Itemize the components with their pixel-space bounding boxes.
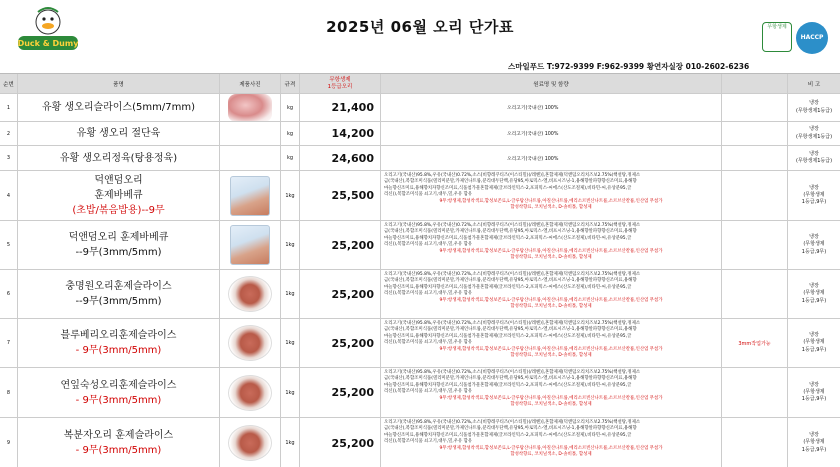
price: 25,200: [299, 270, 380, 318]
row-number: 6: [6, 291, 11, 297]
col-header-name: 품명: [17, 74, 219, 93]
unit: kg: [280, 94, 299, 121]
col-header-price: 무항생제 1등급오리: [299, 74, 380, 93]
ingredients: 오리고기(국내산)95.8%,우유(국내산)0.72%,소스[비향레쿠티즈(이스티밀)(/레쎈)],혼합제제(덕앤덤오리치즈보2.75%(핵설탕,정제소 금(국내산),복합조미식품(델리미분말,카제인나트륨,분리대두단백,유당95,아로믹스-엘,비프시즈닝-1,용해향알파향향신조미료,용해향 마늘향신조미료,용해향치자향신조미료,식품첨가물혼합제제(글브라인믹스-2,포피믹스-씨에스(산도조절제),비타민-씨,유상분95,글 리신)),복합조미식품 쇠고기,대두,밀,우유 함유 9무:항생제,합성착색료,합성보존료,L-글루탐산나트륨,아질산나트륨,에리소르빈산나트륨,소르브산칼륨,인산염 무첨가 합성착향료, 코치닐색소, D-솔비톨, 합성제: [380, 368, 721, 417]
extra-note: [721, 122, 787, 145]
unit: 1kg: [280, 171, 299, 220]
product-image: [219, 221, 280, 269]
ingredients: 오리고기(국내산)95.8%,우유(국내산)0.72%,소스[비향레쿠티즈(이스티밀)(/레쎈)],혼합제제(덕앤덤오리치즈보2.75%(핵설탕,정제소 금(국내산),복합조미식품(델리미분말,카제인나트륨,분리대두단백,유당95,아로믹스-엘,비프시즈닝-1,용해향알파향향신조미료,용해향 마늘향신조미료,용해향치자향신조미료,식품첨가물혼합제제(글브라인믹스-2,포피믹스-씨에스(산도조절제),비타민-씨,유상분95,글 리신)),복합조미식품 쇠고기,대두,밀,우유 함유 9무:항생제,합성착색료,합성보존료,L-글루탐산나트륨,아질산나트륨,에리소르빈산나트륨,소르브산칼륨,인산염 무첨가 합성착향료, 코치닐색소, D-솔비톨, 합성제: [380, 319, 721, 367]
table-row: [0, 270, 840, 319]
unit: 1kg: [280, 418, 299, 467]
contact-info: 스마일푸드 T:972-9399 F:962-9399 황연자실장 010-2602-6236: [508, 62, 750, 71]
plated-duck-photo: [228, 375, 272, 411]
page-title: 2025년 06월 오리 단가표: [326, 18, 514, 36]
table-row: [0, 94, 840, 122]
row-number: 4: [6, 192, 11, 199]
plated-duck-photo: [228, 276, 272, 312]
product-image: [219, 122, 280, 145]
table-row: [0, 319, 840, 368]
ingredients: 오리고기(국내산) 100%: [380, 94, 721, 121]
price: 14,200: [299, 122, 380, 145]
ingredients: 오리고기(국내산) 100%: [380, 146, 721, 170]
price: 25,200: [299, 319, 380, 367]
table-row: [0, 122, 840, 146]
storage-note: 냉장 (무항생제1등급): [787, 94, 840, 121]
col-header-image: 제품사진: [219, 74, 280, 93]
row-number: 9: [6, 440, 11, 446]
extra-note: 3mm작업가능: [721, 319, 787, 367]
storage-note: 냉장 (무항생제 1등급,9무): [787, 171, 840, 220]
product-image: [219, 94, 280, 121]
extra-note: [721, 94, 787, 121]
col-header-unit: 규격: [280, 74, 299, 93]
product-name: 복분자오리 훈제슬라이스 - 9무(3mm/5mm): [17, 418, 219, 467]
extra-note: [721, 368, 787, 417]
product-name: 유황 생오리정육(탕용정육): [17, 146, 219, 170]
plated-duck-photo: [228, 425, 272, 461]
unit: 1kg: [280, 221, 299, 269]
ingredients: 오리고기(국내산)95.8%,우유(국내산)0.72%,소스[비향레쿠티즈(이스티밀)(/레쎈)],혼합제제(덕앤덤오리치즈보2.75%(핵설탕,정제소 금(국내산),복합조미식품(델리미분말,카제인나트륨,분리대두단백,유당95,아로믹스-엘,비프시즈닝-1,용해향알파향향신조미료,용해향 마늘향신조미료,용해향치자향신조미료,식품첨가물혼합제제(글브라인믹스-2,포피믹스-씨에스(산도조절제),비타민-씨,유상분95,글 리신)),복합조미식품 쇠고기,대두,밀,우유 함유 9무:항생제,합성착색료,합성보존료,L-글루탐산나트륨,아질산나트륨,에리소르빈산나트륨,소르브산칼륨,인산염 무첨가 합성착향료, 코치닐색소, D-솔비톨, 합성제: [380, 221, 721, 269]
product-name: 유황 생오리 절단육: [17, 122, 219, 145]
product-name: 유황 생오리슬라이스(5mm/7mm): [17, 94, 219, 121]
sliced-duck-photo: [228, 94, 272, 121]
storage-note: 냉장 (무항생제 1등급,9무): [787, 221, 840, 269]
price-table: [0, 73, 840, 467]
product-image: [219, 319, 280, 367]
product-name: 블루베리오리훈제슬라이스 - 9무(3mm/5mm): [17, 319, 219, 367]
unit: 1kg: [280, 319, 299, 367]
storage-note: 냉장 (무항생제 1등급,9무): [787, 270, 840, 318]
price: 24,600: [299, 146, 380, 170]
row-number: 8: [6, 389, 11, 396]
price: 21,400: [299, 94, 380, 121]
table-row: [0, 146, 840, 171]
table-row: [0, 368, 840, 418]
row-number: 1: [6, 104, 11, 111]
extra-note: [721, 270, 787, 318]
product-name: 덕앤덤오리 훈제바베큐 (초밥/볶음밥용)--9무: [17, 171, 219, 220]
unit: kg: [280, 146, 299, 170]
col-header-no: 순번: [0, 74, 17, 93]
price: 25,200: [299, 418, 380, 467]
table-row: [0, 171, 840, 221]
price: 25,200: [299, 221, 380, 269]
product-name: 덕앤덤오리 훈제바베큐 --9무(3mm/5mm): [17, 221, 219, 269]
product-image: [219, 368, 280, 417]
unit: 1kg: [280, 368, 299, 417]
page-header: [0, 0, 840, 71]
row-number: 3: [6, 155, 11, 161]
ingredients: 오리고기(국내산)95.8%,우유(국내산)0.72%,소스[비향레쿠티즈(이스티밀)(/레쎈)],혼합제제(덕앤덤오리치즈보2.75%(핵설탕,정제소 금(국내산),복합조미식품(델리미분말,카제인나트륨,분리대두단백,유당95,아로믹스-엘,비프시즈닝-1,용해향알파향향신조미료,용해향 마늘향신조미료,용해향치자향신조미료,식품첨가물혼합제제(글브라인믹스-2,포피믹스-씨에스(산도조절제),비타민-씨,유상분95,글 리신)),복합조미식품 쇠고기,대두,밀,우유 함유 9무:항생제,합성착색료,합성보존료,L-글루탐산나트륨,아질산나트륨,에리소르빈산나트륨,소르브산칼륨,인산염 무첨가 합성착향료, 코치닐색소, D-솔비톨, 합성제: [380, 418, 721, 467]
extra-note: [721, 221, 787, 269]
col-header-ingredients: 원료명 및 함량: [380, 74, 721, 93]
storage-note: 냉장 (무항생제1등급): [787, 146, 840, 170]
product-image: [219, 418, 280, 467]
ingredients: 오리고기(국내산)95.8%,우유(국내산)0.72%,소스[비향레쿠티즈(이스티밀)(/레쎈)],혼합제제(덕앤덤오리치즈보2.75%(핵설탕,정제소 금(국내산),복합조미식품(델리미분말,카제인나트륨,분리대두단백,유당95,아로믹스-엘,비프시즈닝-1,용해향알파향향신조미료,용해향 마늘향신조미료,용해향치자향신조미료,식품첨가물혼합제제(글브라인믹스-2,포피믹스-씨에스(산도조절제),비타민-씨,유상분95,글 리신)),복합조미식품 쇠고기,대두,밀,우유 함유 9무:항생제,합성착색료,합성보존료,L-글루탐산나트륨,아질산나트륨,에리소르빈산나트륨,소르브산칼륨,인산염 무첨가 합성착향료, 코치닐색소, D-솔비톨, 합성제: [380, 171, 721, 220]
storage-note: 냉장 (무항생제 1등급,9무): [787, 368, 840, 417]
extra-note: [721, 146, 787, 170]
storage-note: 냉장 (무항생제1등급): [787, 122, 840, 145]
col-header-extra: [721, 74, 787, 93]
product-image: [219, 270, 280, 318]
table-row: [0, 418, 840, 467]
storage-note: 냉장 (무항생제 1등급,9무): [787, 319, 840, 367]
price: 25,200: [299, 368, 380, 417]
antibiotic-free-badge: 무항생제: [762, 22, 792, 52]
table-header-row: [0, 74, 840, 94]
row-number: 2: [6, 130, 11, 137]
package-photo: [230, 176, 270, 216]
svg-text:Duck & Dumy: Duck & Dumy: [17, 39, 79, 48]
product-image: [219, 146, 280, 170]
row-number: 7: [6, 340, 11, 346]
unit: 1kg: [280, 270, 299, 318]
extra-note: [721, 418, 787, 467]
table-row: [0, 221, 840, 270]
plated-duck-photo: [228, 325, 272, 361]
haccp-badge: HACCP: [796, 22, 828, 54]
ingredients: 오리고기(국내산)95.8%,우유(국내산)0.72%,소스[비향레쿠티즈(이스티밀)(/레쎈)],혼합제제(덕앤덤오리치즈보2.75%(핵설탕,정제소 금(국내산),복합조미식품(델리미분말,카제인나트륨,분리대두단백,유당95,아로믹스-엘,비프시즈닝-1,용해향알파향향신조미료,용해향 마늘향신조미료,용해향치자향신조미료,식품첨가물혼합제제(글브라인믹스-2,포피믹스-씨에스(산도조절제),비타민-씨,유상분95,글 리신)),복합조미식품 쇠고기,대두,밀,우유 함유 9무:항생제,합성착색료,합성보존료,L-글루탐산나트륨,아질산나트륨,에리소르빈산나트륨,소르브산칼륨,인산염 무첨가 합성착향료, 코치닐색소, D-솔비톨, 합성제: [380, 270, 721, 318]
product-name: 연잎숙성오리훈제슬라이스 - 9무(3mm/5mm): [17, 368, 219, 417]
unit: kg: [280, 122, 299, 145]
extra-note: [721, 171, 787, 220]
package-photo: [230, 225, 270, 265]
col-header-note: 비 고: [787, 74, 840, 93]
product-image: [219, 171, 280, 220]
price: 25,500: [299, 171, 380, 220]
storage-note: 냉장 (무항생제 1등급,9무): [787, 418, 840, 467]
row-number: 5: [6, 242, 11, 248]
ingredients: 오리고기(국내산) 100%: [380, 122, 721, 145]
product-name: 충명원오리훈제슬라이스 --9무(3mm/5mm): [17, 270, 219, 318]
